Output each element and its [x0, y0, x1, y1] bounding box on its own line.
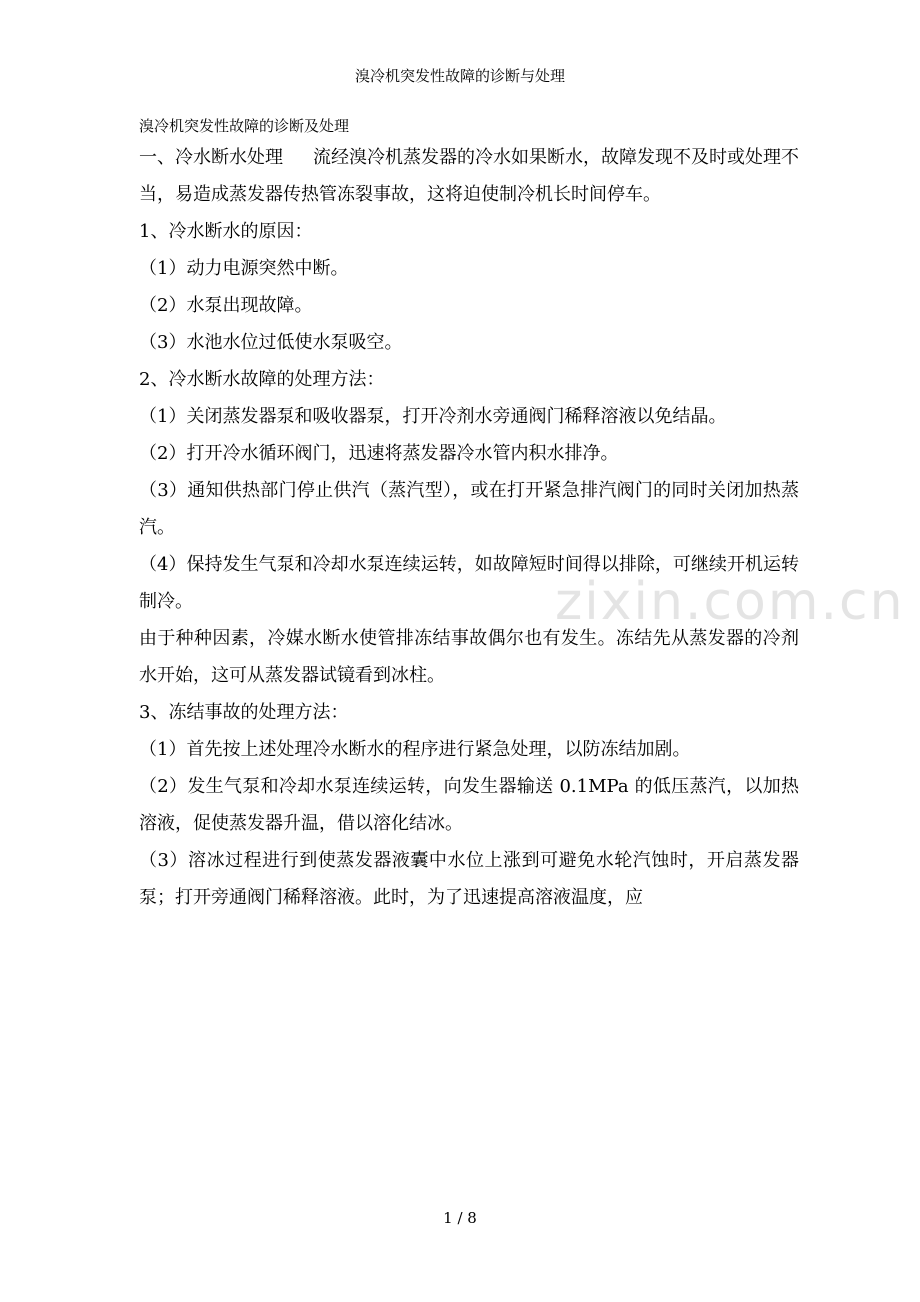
- causes-heading: 1、冷水断水的原因：: [139, 221, 313, 242]
- method-item-3: （3）通知供热部门停止供汽（蒸汽型），或在打开紧急排汽阀门的同时关闭加热蒸汽。: [139, 480, 799, 538]
- page-number: 1 / 8: [443, 1209, 477, 1227]
- method-item-1: （1）关闭蒸发器泵和吸收器泵，打开冷剂水旁通阀门稀释溶液以免结晶。: [139, 406, 727, 427]
- cause-item-2: （2）水泵出现故障。: [139, 295, 313, 316]
- section-1-intro: 流经溴冷机蒸发器的冷水如果断水，故障发现不及时或处理不当，易造成蒸发器传热管冻裂事故，这将迫使制冷机长时间停车。: [139, 147, 799, 205]
- freeze-method-item-3: （3）溶冰过程进行到使蒸发器液囊中水位上涨到可避免水轮汽蚀时，开启蒸发器泵；打开旁通阀门稀释溶液。此时，为了迅速提高溶液温度，应: [139, 850, 799, 908]
- section-1-paragraph: [139, 139, 799, 213]
- method-item-4: （4）保持发生气泵和冷却水泵连续运转，如故障短时间得以排除，可继续开机运转制冷。: [139, 554, 799, 612]
- running-header: 溴冷机突发性故障的诊断与处理: [354, 67, 565, 85]
- freeze-method-item-1: （1）首先按上述处理冷水断水的程序进行紧急处理，以防冻结加剧。: [139, 739, 691, 760]
- watermark: zixin.com.cn: [555, 572, 905, 632]
- cause-item-1: （1）动力电源突然中断。: [139, 258, 349, 279]
- freeze-method-item-2: （2）发生气泵和冷却水泵连续运转，向发生器输送 0.1MPa 的低压蒸汽，以加热溶液，促使蒸发器升温，借以溶化结冰。: [139, 776, 799, 834]
- cause-item-3: （3）水池水位过低使水泵吸空。: [139, 332, 403, 353]
- freeze-heading: 3、冻结事故的处理方法：: [139, 702, 349, 723]
- methods-heading: 2、冷水断水故障的处理方法：: [139, 369, 385, 390]
- document-body: [139, 139, 799, 916]
- document-title: 溴冷机突发性故障的诊断及处理: [139, 117, 350, 135]
- method-item-2: （2）打开冷水循环阀门，迅速将蒸发器冷水管内积水排净。: [139, 443, 619, 464]
- freeze-paragraph: 由于种种因素，冷媒水断水使管排冻结事故偶尔也有发生。冻结先从蒸发器的冷剂水开始，这可从蒸发器试镜看到冰柱。: [139, 628, 799, 686]
- section-1-heading: 一、冷水断水处理: [139, 147, 283, 168]
